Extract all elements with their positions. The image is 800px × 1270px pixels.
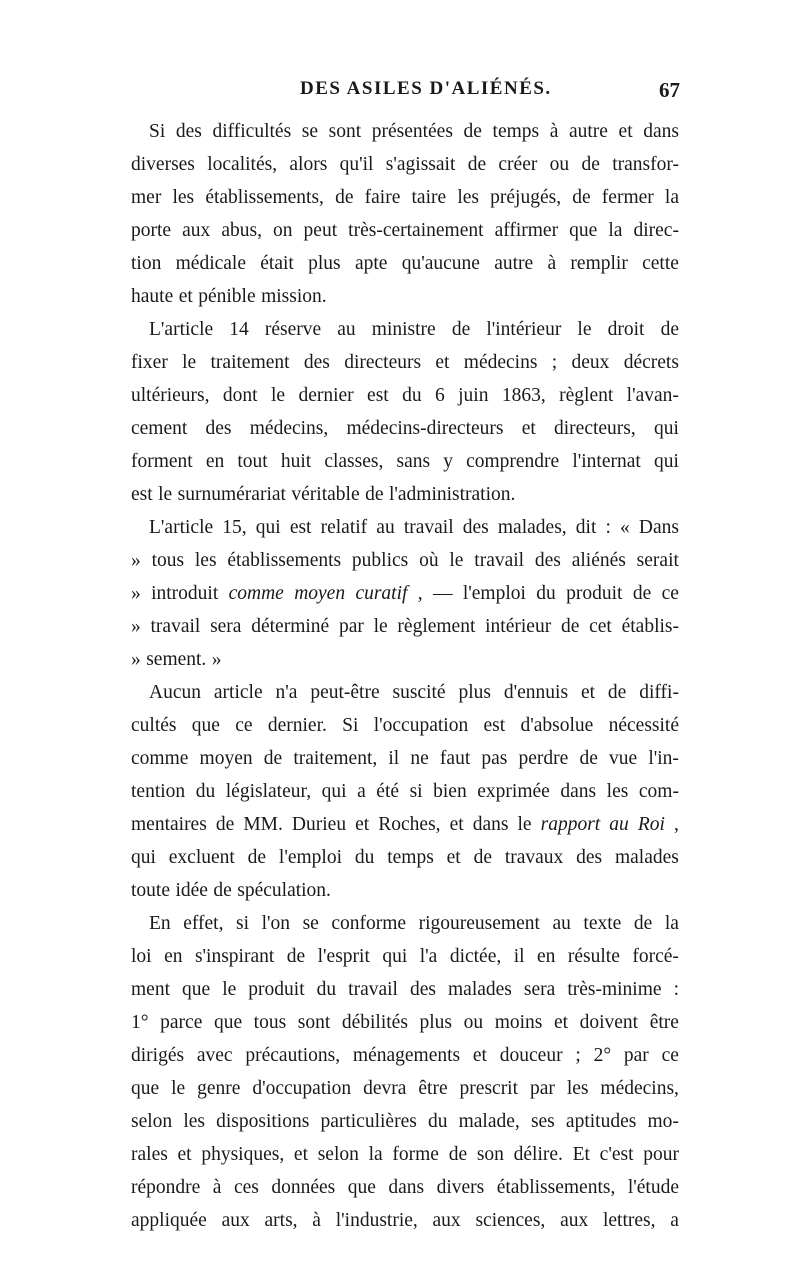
running-title: DES ASILES D'ALIÉNÉS. xyxy=(300,78,552,99)
text-line: » travail sera déterminé par le règlement intérieur de cet établis- xyxy=(131,616,679,637)
text-line: » introduit comme moyen curatif , — l'emploi du produit de ce xyxy=(131,583,679,604)
page-number: 67 xyxy=(659,78,680,102)
text-line: comme moyen de traitement, il ne faut pas perdre de vue l'in- xyxy=(131,748,679,769)
text-line: 1° parce que tous sont débilités plus ou moins et doivent être xyxy=(131,1012,679,1033)
text-line: tion médicale était plus apte qu'aucune autre à remplir cette xyxy=(131,253,679,274)
text-line: » tous les établissements publics où le travail des aliénés serait xyxy=(131,550,679,571)
text-line: ultérieurs, dont le dernier est du 6 juin 1863, règlent l'avan- xyxy=(131,385,679,406)
text-line: mer les établissements, de faire taire les préjugés, de fermer la xyxy=(131,187,679,208)
text-line: tention du législateur, qui a été si bien exprimée dans les com- xyxy=(131,781,679,802)
text-line: ment que le produit du travail des malades sera très-minime : xyxy=(131,979,679,1000)
text-line: En effet, si l'on se conforme rigoureusement au texte de la xyxy=(149,913,679,934)
text-line: est le surnumérariat véritable de l'administration. xyxy=(131,484,516,505)
text-line: cultés que ce dernier. Si l'occupation est d'absolue nécessité xyxy=(131,715,679,736)
text-line: répondre à ces données que dans divers établissements, l'étude xyxy=(131,1177,679,1198)
text-line: dirigés avec précautions, ménagements et douceur ; 2° par ce xyxy=(131,1045,679,1066)
text-line: que le genre d'occupation devra être prescrit par les médecins, xyxy=(131,1078,679,1099)
text-line: appliquée aux arts, à l'industrie, aux sciences, aux lettres, a xyxy=(131,1210,679,1231)
text-line: forment en tout huit classes, sans y comprendre l'internat qui xyxy=(131,451,679,472)
text-line: toute idée de spéculation. xyxy=(131,880,331,901)
text-line: rales et physiques, et selon la forme de son délire. Et c'est pour xyxy=(131,1144,679,1165)
text-line: cement des médecins, médecins-directeurs et directeurs, qui xyxy=(131,418,679,439)
text-line: L'article 15, qui est relatif au travail des malades, dit : « Dans xyxy=(149,517,679,538)
text-line: fixer le traitement des directeurs et médecins ; deux décrets xyxy=(131,352,679,373)
text-line: selon les dispositions particulières du malade, ses aptitudes mo- xyxy=(131,1111,679,1132)
text-line: Si des difficultés se sont présentées de temps à autre et dans xyxy=(149,121,679,142)
text-line: diverses localités, alors qu'il s'agissait de créer ou de transfor- xyxy=(131,154,679,175)
page-header xyxy=(130,78,680,108)
text-line: L'article 14 réserve au ministre de l'intérieur le droit de xyxy=(149,319,679,340)
body-text xyxy=(131,115,679,1237)
text-line: mentaires de MM. Durieu et Roches, et dans le rapport au Roi , xyxy=(131,814,679,835)
text-line: loi en s'inspirant de l'esprit qui l'a dictée, il en résulte forcé- xyxy=(131,946,679,967)
text-line: Aucun article n'a peut-être suscité plus d'ennuis et de diffi- xyxy=(149,682,679,703)
text-line: porte aux abus, on peut très-certainement affirmer que la direc- xyxy=(131,220,679,241)
text-line: » sement. » xyxy=(131,649,222,670)
text-line: haute et pénible mission. xyxy=(131,286,327,307)
text-line: qui excluent de l'emploi du temps et de travaux des malades xyxy=(131,847,679,868)
